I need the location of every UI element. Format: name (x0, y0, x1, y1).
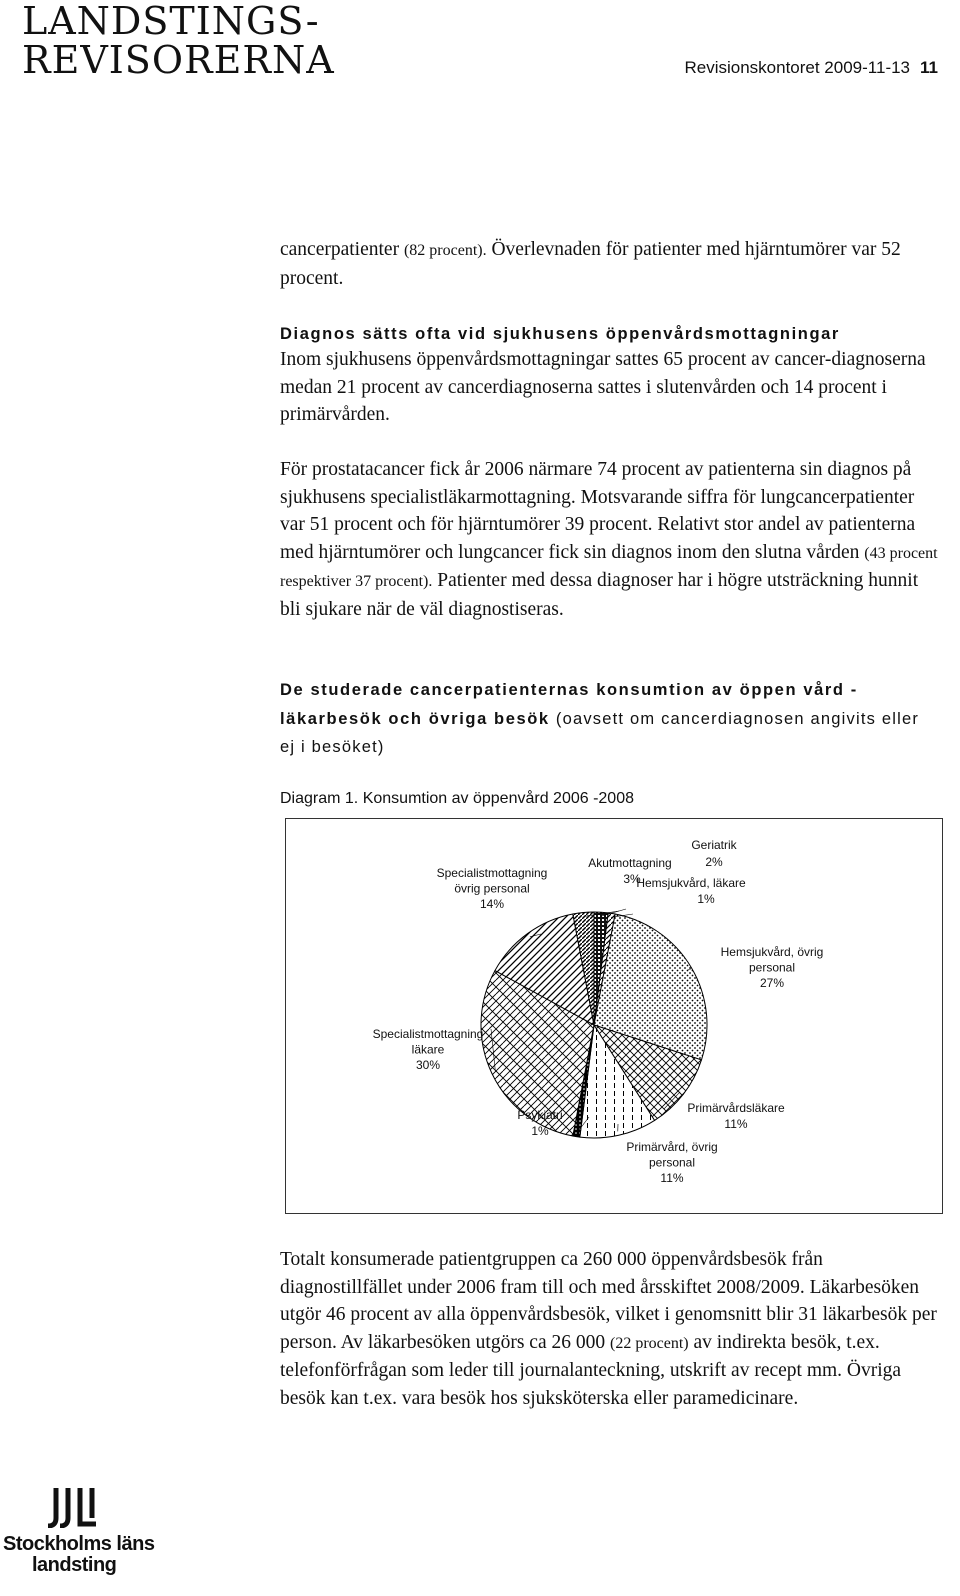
pie-label-akutmottagning: Akutmottagning (588, 856, 672, 870)
pie-value-hemsjukvard-ovrig: 27% (759, 976, 785, 990)
section-diagnos (280, 320, 940, 429)
para1-text-c: Överlevnaden för patienter med hjärntumörer var 52 procent. (280, 239, 901, 289)
logo-line-1: LANDSTINGS- (22, 0, 320, 43)
page-number: 11 (920, 58, 938, 77)
pie-label-specialist-ovrig: övrig personal (454, 881, 530, 896)
section-heading (280, 320, 940, 348)
pie-value-primarvardslakare: 11% (724, 1117, 748, 1131)
para2-text-a: För prostatacancer fick år 2006 närmare 74 procent av patienterna sin diagnos på sjukhusens specialistläkarmottagning. Motsvarande siffra för lungcancerpatienter var 51 procent och för hjärntumörer 39 procent. Relativt stor andel av patienterna med hjärntumörer och lungcancer fick sin diagnos inom den slutna vården (280, 459, 916, 563)
pie-value-akutmottagning: 3% (623, 872, 641, 886)
pie-value-hemsjukvard-lakare: 1% (697, 892, 715, 906)
section-paragraph: Inom sjukhusens öppenvårdsmottagningar sattes 65 procent av cancer-diagnoserna medan 21 procent av cancerdiagnoserna sattes i slutenvården och 14 procent i primärvården. (280, 349, 926, 425)
pie-label-primarvardslakare: Primärvårdsläkare (687, 1101, 785, 1115)
pie-label-primarvard-ovrig: Primärvård, övrig (626, 1140, 718, 1154)
pie-label-specialist-lakare: läkare (411, 1042, 445, 1057)
pie-value-primarvard-ovrig: 11% (660, 1171, 684, 1185)
landsting-emblem-icon (48, 1488, 108, 1528)
para2-text-c: Patienter med dessa diagnoser har i högre utsträckning hunnit bli sjukare när de väl diagnostiseras. (280, 570, 919, 620)
para3-text-a: Totalt konsumerade patientgruppen ca 260 000 öppenvårdsbesök från diagnostillfället under 2006 fram till och med årsskiftet 2008/2009. Läkarbesöken utgör 46 procent av alla öppenvårdsbesök, vilket i genomsnitt blir 31 läkarbesök per person. Av läkarbesöken utgörs ca 26 000 (280, 1249, 937, 1353)
para1-text-a: cancerpatienter (280, 239, 400, 260)
pie-value-geriatrik: 2% (705, 855, 723, 869)
landstingsrevisorerna-logo (22, 2, 335, 80)
pie-label-specialist-lakare: Specialistmottagning (372, 1027, 484, 1041)
section-heading-text: Diagnos sätts ofta vid sjukhusens öppenvårdsmottagningar (280, 325, 840, 343)
org-date: Revisionskontoret 2009-11-13 (684, 58, 911, 77)
para2-text-b: (43 procent respektiver 37 procent). (280, 544, 938, 590)
paragraph-continued (280, 236, 940, 292)
pie-value-psykiatri: 1% (531, 1124, 549, 1138)
pie-label-hemsjukvard-ovrig: personal (748, 960, 796, 975)
logo-line-2: REVISORERNA (22, 38, 335, 82)
pie-value-specialist-lakare: 30% (415, 1058, 441, 1072)
diagram-caption: Diagram 1. Konsumtion av öppenvård 2006 -2008 (280, 790, 634, 807)
para3-text-c: av indirekta besök, t.ex. telefonförfrågan som leder till journalanteckning, utskrift av recept mm. Övriga besök kan t.ex. vara besök hos sjuksköterska eller paramedicinare. (280, 1331, 902, 1409)
pie-label-hemsjukvard-lakare: Hemsjukvård, läkare (636, 876, 746, 890)
page-header (684, 58, 938, 78)
pie-label-hemsjukvard-ovrig: Hemsjukvård, övrig (720, 945, 824, 959)
section-heading-2 (280, 676, 940, 762)
para1-text-b: (82 procent). (403, 242, 487, 259)
pie-chart-frame (285, 818, 943, 1214)
pie-label-geriatrik: Geriatrik (691, 838, 737, 852)
pie-label-specialist-ovrig: Specialistmottagning (436, 866, 548, 880)
footer-line-1: Stockholms läns (3, 1533, 155, 1555)
pie-chart (286, 819, 942, 1213)
section2-heading-plain: (oavsett om cancerdiagnosen angivits eller ej i besöket) (280, 709, 920, 756)
pie-label-psykiatri: Psykiatri (517, 1108, 563, 1122)
para3-text-b: (22 procent) (609, 1334, 689, 1352)
paragraph-2 (280, 456, 940, 623)
footer-line-2: landsting (32, 1554, 117, 1576)
paragraph-prostata (280, 456, 940, 623)
paragraph-1 (280, 236, 940, 292)
section2-heading-bold: De studerade cancerpatienternas konsumtion av öppen vård - läkarbesök och övriga besök (280, 681, 858, 728)
paragraph-3 (280, 1246, 940, 1412)
stockholms-lans-landsting-logo (0, 1488, 170, 1576)
pie-label-primarvard-ovrig: personal (648, 1155, 696, 1170)
section-konsumtion (280, 676, 940, 762)
paragraph-totalt (280, 1246, 940, 1412)
pie-value-specialist-ovrig: 14% (479, 897, 505, 911)
